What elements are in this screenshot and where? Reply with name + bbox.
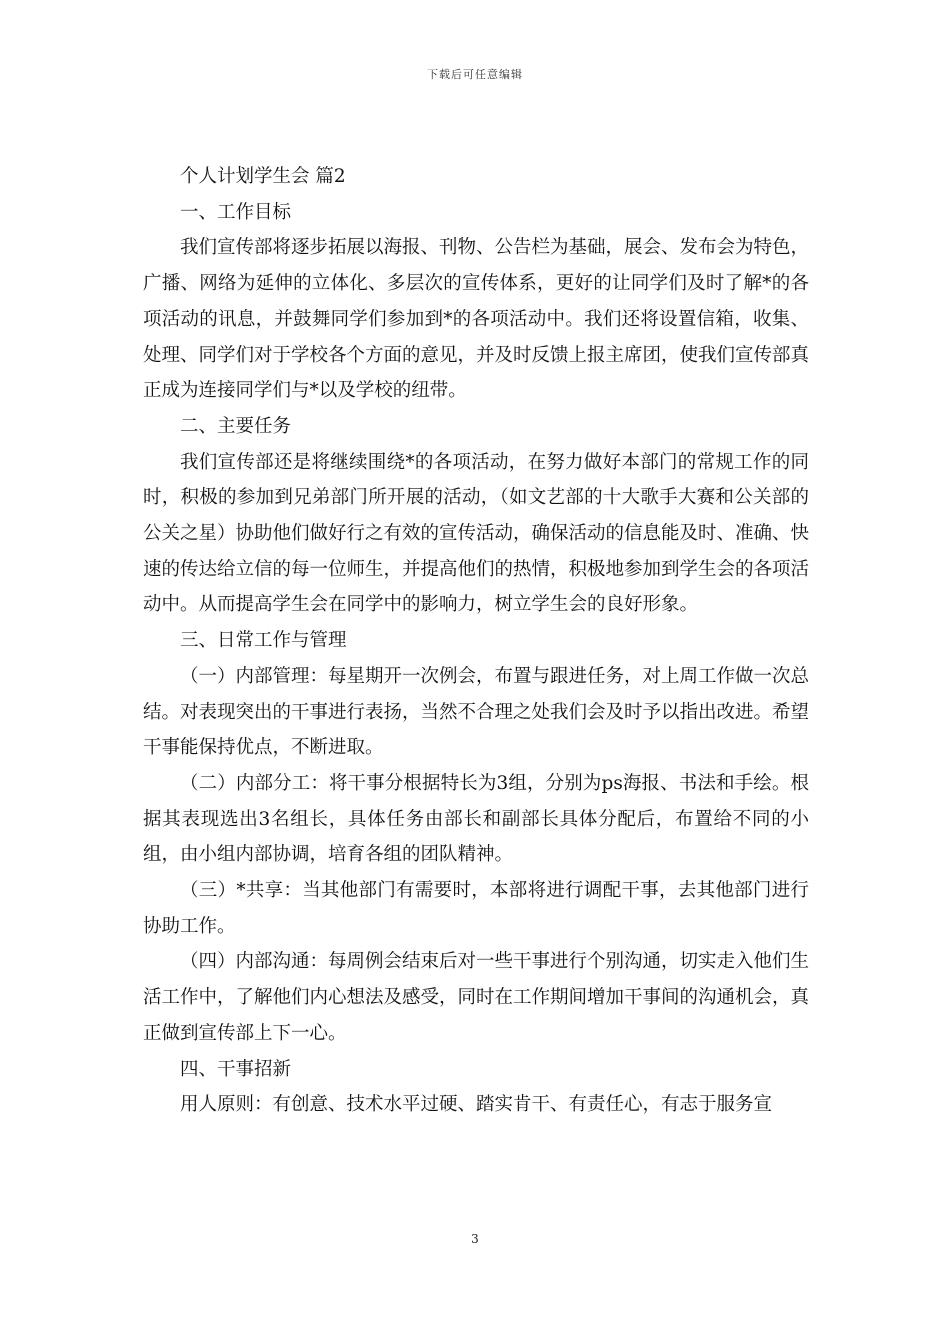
paragraph-internal-division: （二）内部分工：将干事分根据特长为3组，分别为ps海报、书法和手绘。根据其表现选出3名组长，具体任务由部长和副部长具体分配后，布置给不同的小组，由小组内部协调，培育各组的团队精神。 — [143, 772, 809, 866]
page-header: 下载后可任意编辑 — [427, 68, 523, 81]
paragraph-goals: 我们宣传部将逐步拓展以海报、刊物、公告栏为基础，展会、发布会为特色，广播、网络为延伸的立体化、多层次的宣传体系，更好的让同学们及时了解*的各项活动的讯息，并鼓舞同学们参加到*的各项活动中。我们还将设置信箱，收集、处理、同学们对于学校各个方面的意见，并及时反馈上报主席团，使我们宣传部真正成为连接同学们与*以及学校的纽带。 — [143, 237, 810, 402]
page-number: 3 — [471, 1232, 479, 1246]
section-heading-1: 一、工作目标 — [180, 201, 292, 223]
paragraph-internal-management: （一）内部管理：每星期开一次例会，布置与跟进任务，对上周工作做一次总结。对表现突出的干事进行表扬，当然不合理之处我们会及时予以指出改进。希望干事能保持优点，不断进取。 — [143, 665, 810, 759]
document-title: 个人计划学生会 篇2 — [180, 166, 346, 187]
section-heading-3: 三、日常工作与管理 — [180, 630, 347, 652]
document-body — [143, 159, 809, 1123]
section-heading-2: 二、主要任务 — [180, 415, 292, 437]
paragraph-internal-communication: （四）内部沟通：每周例会结束后对一些干事进行个别沟通，切实走入他们生活工作中，了解他们内心想法及感受，同时在工作期间增加干事间的沟通机会，真正做到宣传部上下一心。 — [143, 951, 810, 1044]
paragraph-sharing: （三）*共享：当其他部门有需要时，本部将进行调配干事，去其他部门进行协助工作。 — [143, 880, 809, 937]
section-heading-4: 四、干事招新 — [180, 1058, 292, 1080]
paragraph-recruitment: 用人原则：有创意、技术水平过硬、踏实肯干、有责任心，有志于服务宣 — [180, 1094, 773, 1116]
paragraph-tasks: 我们宣传部还是将继续围绕*的各项活动，在努力做好本部门的常规工作的同时，积极的参加到兄弟部门所开展的活动，（如文艺部的十大歌手大赛和公关部的公关之星）协助他们做好行之有效的宣传活动，确保活动的信息能及时、准确、快速的传达给立信的每一位师生，并提高他们的热情，积极地参加到学生会的各项活动中。从而提高学生会在同学中的影响力，树立学生会的良好形象。 — [143, 451, 810, 616]
